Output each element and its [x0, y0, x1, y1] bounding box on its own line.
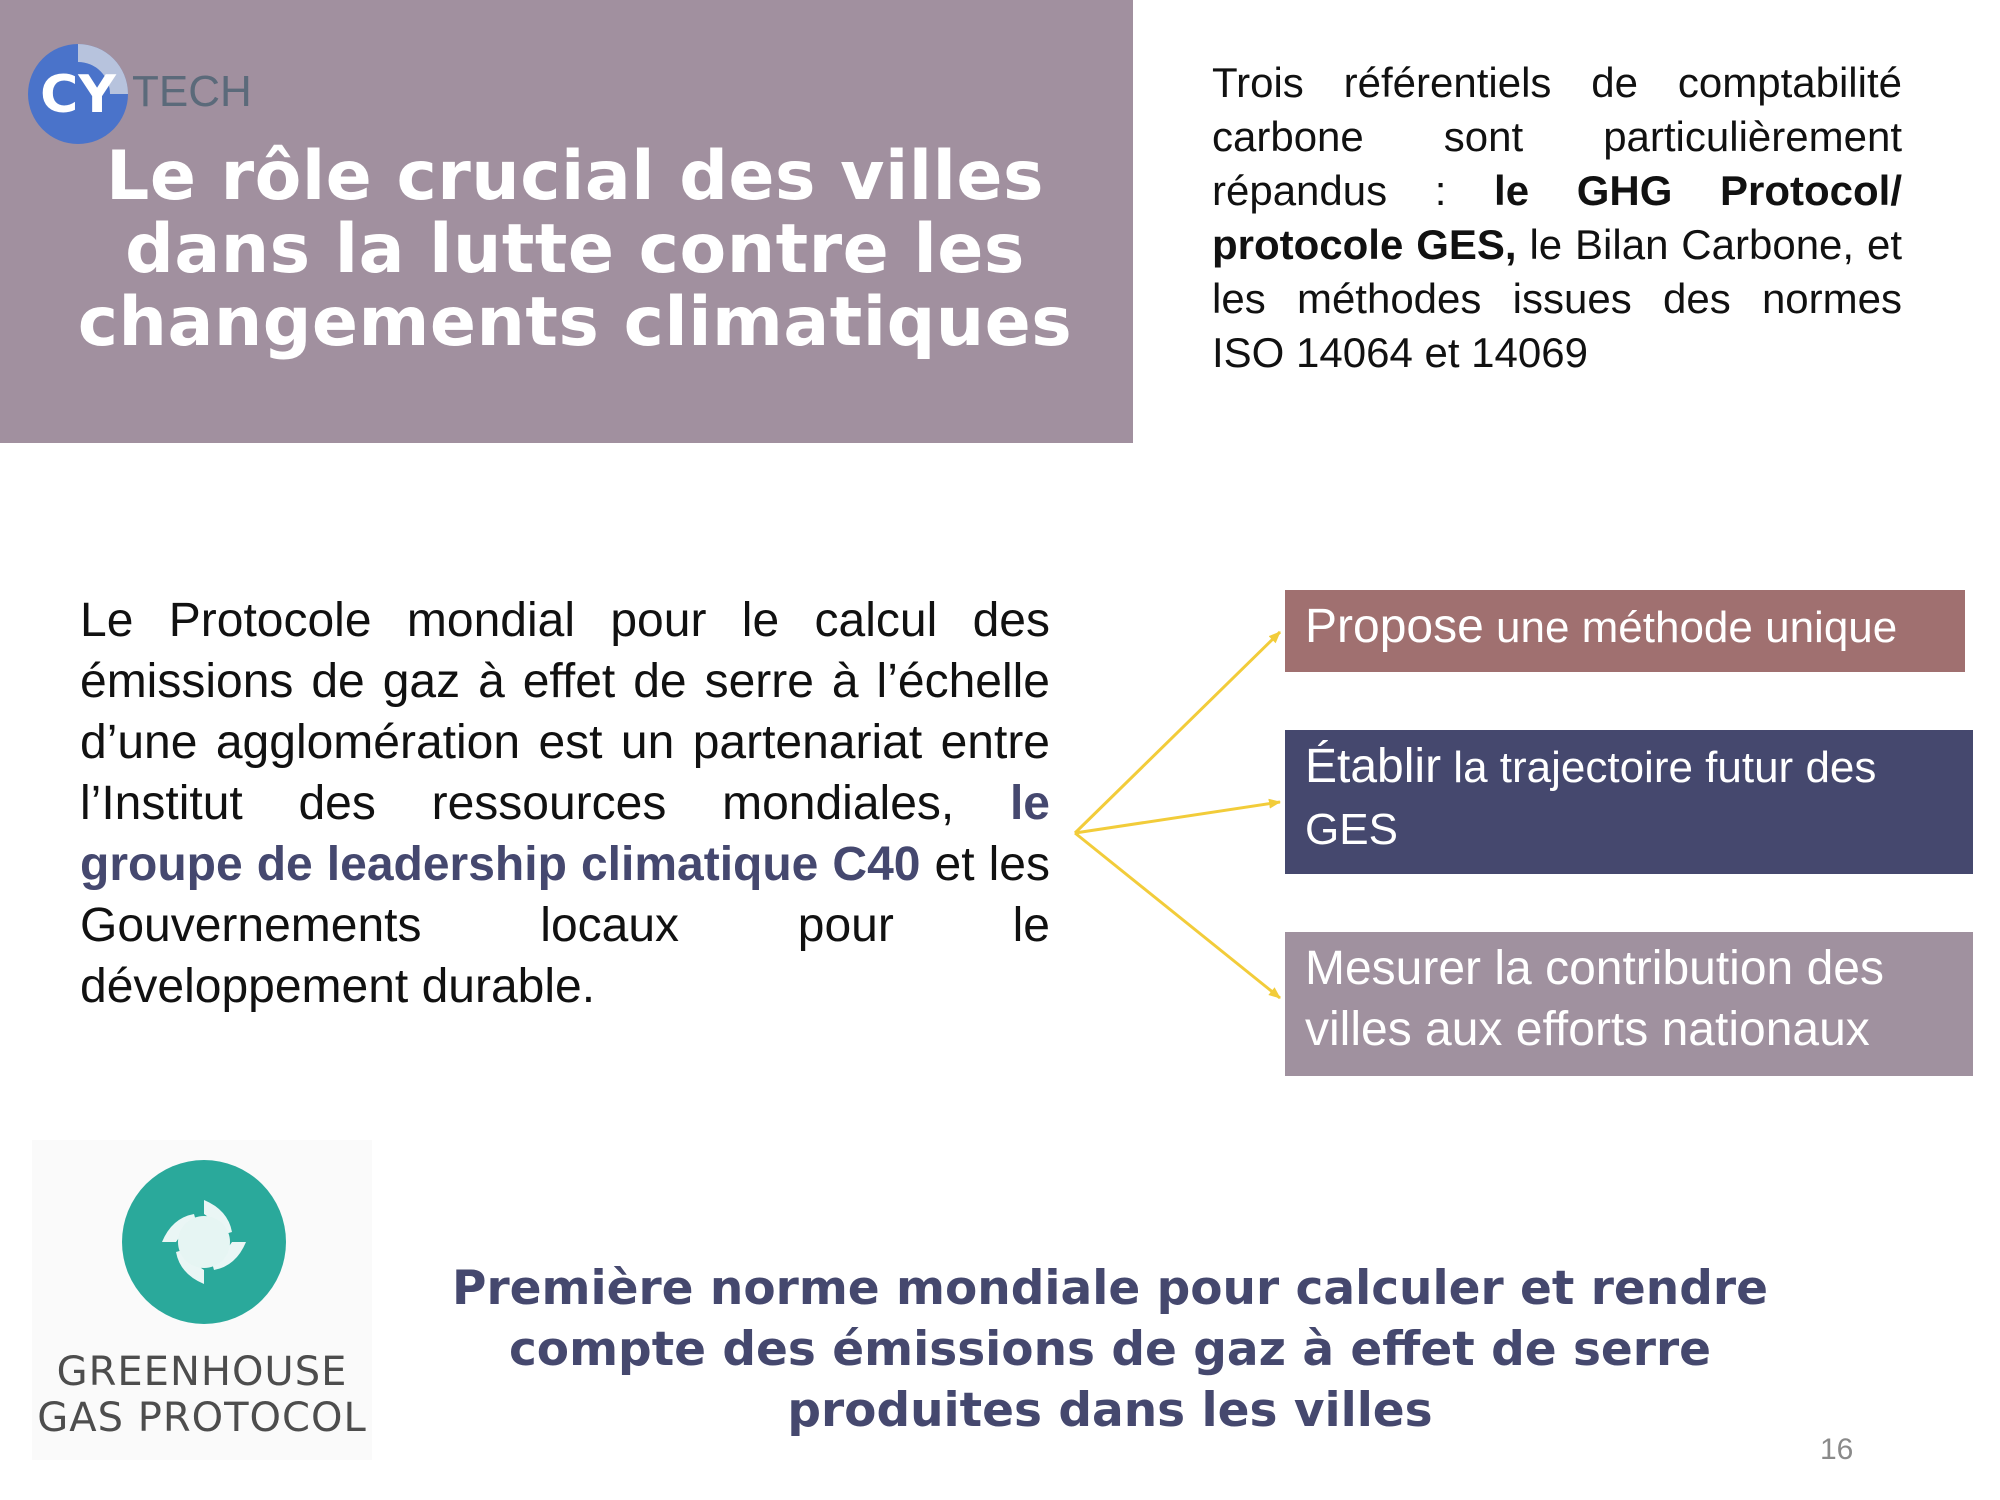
referentials-intro: Trois référentiels de comptabilité carbone sont particulièrement répandus :: [1212, 59, 1902, 214]
logo-wordmark: TECH: [132, 67, 252, 116]
box-propose: [1285, 590, 1965, 672]
box-2-lead: Établir: [1305, 740, 1442, 793]
protocol-part1: Le Protocole mondial pour le calcul des émissions de gaz à effet de serre à l’échelle d’une agglomération est un partenariat entre l’Institut des ressources mondiales,: [80, 594, 1050, 830]
bottom-statement: [400, 1258, 1820, 1441]
logo-mark: CY: [40, 65, 116, 125]
ghg-logo-line-1: GREENHOUSE: [56, 1349, 348, 1395]
box-mesurer: [1285, 932, 1973, 1076]
protocol-part2: et les Gouvernements locaux pour le développement durable.: [80, 838, 1051, 1013]
arrow-to-box-3: [1075, 833, 1280, 998]
box-1-lead: Propose: [1305, 600, 1484, 653]
box-2-rest: la trajectoire futur des GES: [1305, 743, 1877, 854]
ghg-logo-line-2: GAS PROTOCOL: [37, 1395, 367, 1441]
ghg-emblem-icon: [32, 1140, 372, 1340]
box-1-rest: une méthode unique: [1483, 603, 1898, 652]
referentials-bold: le GHG Protocol/ protocole GES,: [1212, 167, 1902, 268]
bottom-line: produites dans les villes: [787, 1383, 1433, 1438]
referentials-rest: le Bilan Carbone, et les méthodes issues des normes ISO 14064 et 14069: [1212, 221, 1902, 376]
box-3-lead: Mesurer la contribution des villes aux efforts nationaux: [1305, 942, 1884, 1056]
title-line: dans la lutte contre les: [125, 210, 1025, 289]
arrow-to-box-2: [1075, 802, 1280, 833]
arrow-to-box-1: [1075, 632, 1280, 833]
title-line: changements climatiques: [77, 283, 1073, 362]
box-etablir: [1285, 730, 1973, 874]
ghg-protocol-logo: [32, 1140, 372, 1460]
page-number: 16: [1820, 1433, 1854, 1466]
title-line: Le rôle crucial des villes: [105, 137, 1044, 216]
bottom-line: Première norme mondiale pour calculer et rendre: [452, 1261, 1768, 1316]
bottom-line: compte des émissions de gaz à effet de serre: [508, 1322, 1712, 1377]
protocol-highlight: le groupe de leadership climatique C40: [80, 777, 1050, 891]
